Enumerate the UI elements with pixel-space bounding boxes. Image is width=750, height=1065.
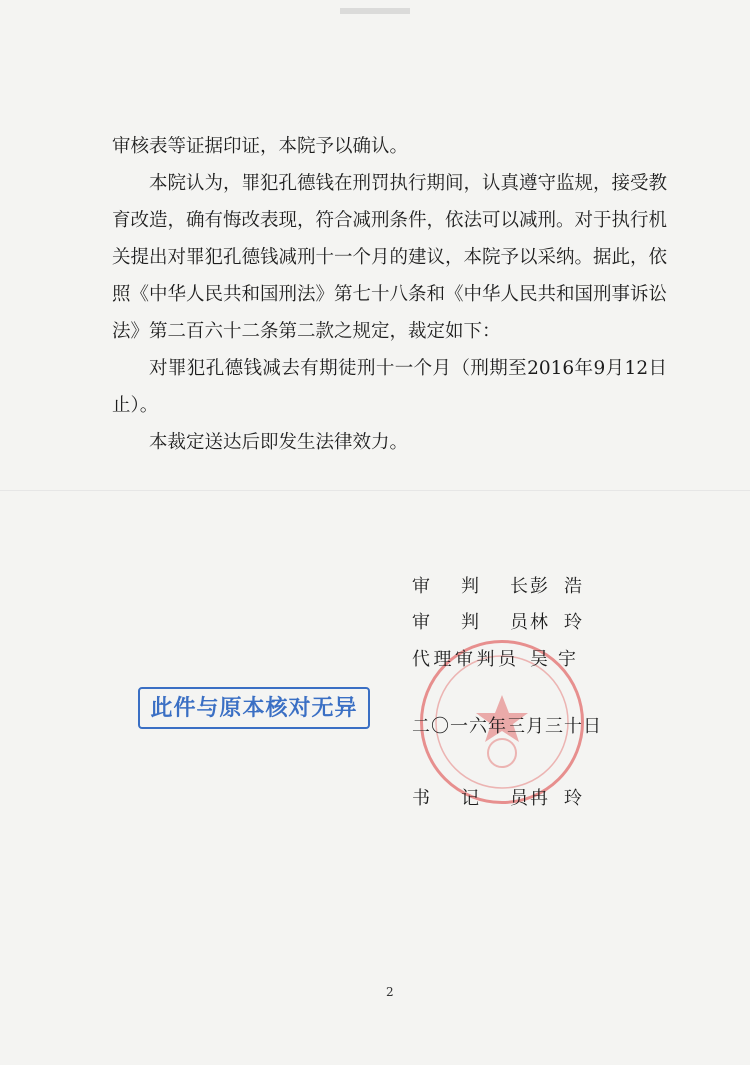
paragraph-evidence: 审核表等证据印证，本院予以确认。	[112, 136, 409, 157]
chief-judge-name: 彭浩	[530, 576, 582, 597]
chief-judge-role: 审判长	[412, 576, 528, 597]
ruling-date: 二〇一六年三月三十日	[412, 716, 602, 737]
certified-copy-stamp: 此件与原本核对无异	[138, 687, 370, 729]
acting-judge-line	[412, 645, 576, 671]
judge-line	[412, 608, 582, 634]
chief-judge-line	[412, 572, 582, 598]
scan-artifact	[340, 8, 410, 14]
paragraph-court-opinion: 本院认为，罪犯孔德钱在刑罚执行期间，认真遵守监规，接受教育改造，确有悔改表现，符合减刑条件，依法可以减刑。对于执行机关提出对罪犯孔德钱减刑十一个月的建议，本院予以采纳。据此，依照《中华人民共和国刑法》第七十八条和《中华人民共和国刑事诉讼法》第二百六十二条第二款之规定，裁定如下：	[112, 173, 668, 342]
judge-name: 林玲	[530, 612, 582, 633]
acting-judge-role: 代理审判员	[412, 649, 516, 670]
paragraph-sentence-reduction: 对罪犯孔德钱减去有期徒刑十一个月（刑期至2016年9月12日止）。	[112, 358, 667, 416]
clerk-line	[412, 784, 582, 810]
clerk-role: 书记员	[412, 788, 528, 809]
acting-judge-name: 吴宇	[530, 649, 576, 670]
page-number: 2	[386, 985, 394, 999]
judge-role: 审判员	[412, 612, 528, 633]
clerk-name: 冉玲	[530, 788, 582, 809]
ruling-body	[112, 128, 667, 461]
paragraph-effectiveness: 本裁定送达后即发生法律效力。	[149, 432, 409, 453]
scan-fold-line	[0, 490, 750, 491]
